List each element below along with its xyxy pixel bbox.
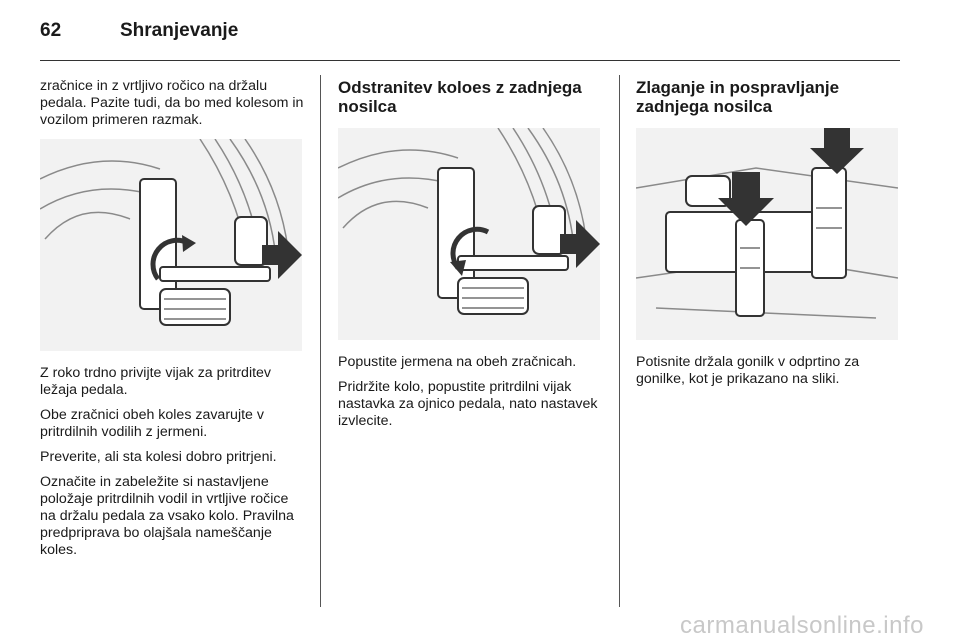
page-number: 62 bbox=[40, 20, 62, 41]
col2-heading: Odstranitev koloes z zadnjega nosilca bbox=[338, 78, 582, 116]
col1-instruction-2: Obe zračnici obeh koles zavarujte v pritrdilnih vodilih z jermeni. bbox=[40, 407, 264, 440]
col3-instruction-1: Potisnite držala gonilk v odprtino za gonilke, kot je prikazano na sliki. bbox=[636, 354, 860, 387]
col1-instruction-3: Preverite, ali sta kolesi dobro pritrjeni. bbox=[40, 449, 277, 465]
column-divider-1 bbox=[320, 75, 321, 607]
header-rule bbox=[40, 60, 900, 61]
col1-intro-text: zračnice in z vrtljivo ročico na držalu pedala. Pazite tudi, da bo med kolesom in vozilom primeren razmak. bbox=[40, 78, 304, 128]
column-divider-2 bbox=[619, 75, 620, 607]
column-2 bbox=[338, 78, 602, 438]
col2-instruction-1: Popustite jermena na obeh zračnicah. bbox=[338, 354, 577, 370]
illustration-carrier-stowing bbox=[636, 128, 898, 340]
col3-heading: Zlaganje in pospravljanje zadnjega nosilca bbox=[636, 78, 840, 116]
column-1 bbox=[40, 78, 304, 567]
watermark: carmanualsonline.info bbox=[680, 612, 924, 639]
page-title: Shranjevanje bbox=[120, 20, 239, 41]
col1-instruction-1: Z roko trdno privijte vijak za pritrditev ležaja pedala. bbox=[40, 365, 272, 398]
col2-instruction-2: Pridržite kolo, popustite pritrdilni vijak nastavka za ojnico pedala, nato nastavek izvlecite. bbox=[338, 379, 598, 429]
column-3 bbox=[636, 78, 900, 396]
illustration-pedal-holder-tighten bbox=[40, 139, 302, 351]
illustration-pedal-holder-release bbox=[338, 128, 600, 340]
col1-instruction-4: Označite in zabeležite si nastavljene položaje pritrdilnih vodil in vrtljive ročice na držalu pedala za vsako kolo. Pravilna predpriprava bo olajšala nameščanje koles. bbox=[40, 474, 294, 558]
